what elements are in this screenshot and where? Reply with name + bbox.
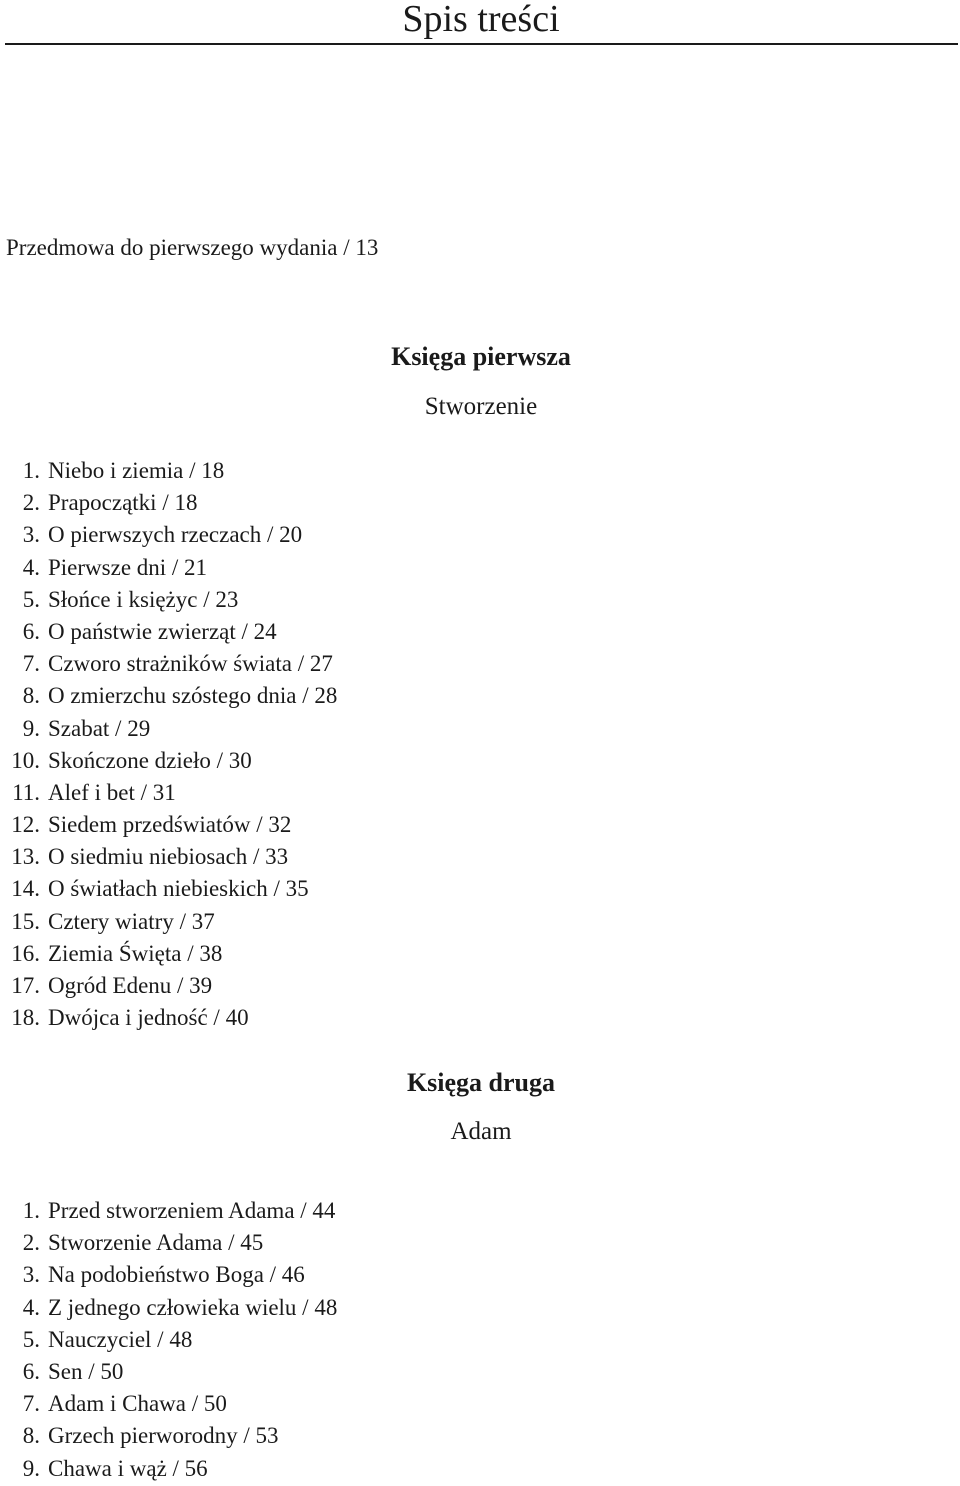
chapter-number: 9. [22, 715, 40, 741]
chapter-title-and-page: Na podobieństwo Boga / 46 [48, 1262, 305, 1288]
book-two-subtitle: Adam [450, 1118, 512, 1145]
chapter-number: 4. [22, 554, 40, 580]
chapter-number: 14. [11, 876, 40, 902]
chapter-title-and-page: O światłach niebieskich / 35 [48, 876, 309, 902]
chapter-title-and-page: Skończone dzieło / 30 [48, 747, 252, 773]
chapter-number: 15. [11, 908, 40, 934]
chapter-number: 11. [12, 779, 40, 805]
chapter-number: 9. [22, 1455, 40, 1481]
page-title: Spis treści [402, 0, 560, 40]
chapter-number: 5. [22, 586, 40, 612]
chapter-title-and-page: Chawa i wąż / 56 [48, 1455, 208, 1481]
chapter-number: 5. [22, 1326, 40, 1352]
chapter-number: 17. [11, 973, 40, 998]
title-divider [5, 43, 958, 45]
chapter-title-and-page: Szabat / 29 [48, 715, 151, 741]
chapter-number: 8. [22, 1423, 40, 1449]
book-two-heading: Księga druga [406, 1068, 556, 1097]
chapter-title-and-page: Grzech pierworodny / 53 [48, 1423, 279, 1449]
chapter-title-and-page: Czworo strażników świata / 27 [48, 651, 333, 677]
chapter-title-and-page: Sen / 50 [48, 1358, 124, 1384]
chapter-number: 8. [22, 683, 40, 709]
chapter-title-and-page: Słońce i księżyc / 23 [48, 586, 239, 612]
chapter-title-and-page: Ziemia Święta / 38 [48, 940, 223, 966]
chapter-title-and-page: Cztery wiatry / 37 [48, 908, 215, 934]
book-one-subtitle: Stworzenie [424, 393, 538, 420]
chapter-number: 7. [22, 651, 40, 677]
chapter-number: 12. [11, 812, 40, 838]
chapter-title-and-page: Adam i Chawa / 50 [48, 1391, 227, 1417]
chapter-number: 3. [22, 522, 40, 548]
chapter-number: 1. [22, 458, 40, 483]
chapter-title-and-page: Z jednego człowieka wielu / 48 [48, 1294, 338, 1320]
chapter-title-and-page: Ogród Edenu / 39 [48, 973, 213, 998]
chapter-number: 13. [11, 844, 40, 870]
chapter-title-and-page: Przed stworzeniem Adama / 44 [48, 1198, 336, 1223]
chapter-title-and-page: O państwie zwierząt / 24 [48, 618, 277, 644]
chapter-number: 6. [22, 1358, 40, 1384]
chapter-title-and-page: Nauczyciel / 48 [48, 1326, 193, 1352]
chapter-title-and-page: O pierwszych rzeczach / 20 [48, 522, 303, 548]
chapter-number: 2. [22, 490, 40, 516]
chapter-title-and-page: O zmierzchu szóstego dnia / 28 [48, 683, 338, 709]
chapter-title-and-page: Niebo i ziemia / 18 [48, 458, 225, 483]
chapter-number: 10. [11, 747, 40, 773]
chapter-title-and-page: Stworzenie Adama / 45 [48, 1230, 264, 1256]
preface-entry[interactable]: Przedmowa do pierwszego wydania / 13 [6, 235, 379, 260]
chapter-number: 3. [22, 1262, 40, 1288]
book-one-heading: Księga pierwsza [391, 342, 571, 371]
chapter-title-and-page: O siedmiu niebiosach / 33 [48, 844, 289, 870]
chapter-title-and-page: Siedem przedświatów / 32 [48, 812, 292, 838]
chapter-title-and-page: Prapoczątki / 18 [48, 490, 198, 516]
chapter-title-and-page: Dwójca i jedność / 40 [48, 1005, 249, 1031]
chapter-number: 16. [11, 940, 40, 966]
chapter-number: 4. [22, 1294, 40, 1320]
chapter-number: 1. [22, 1198, 40, 1223]
chapter-number: 2. [22, 1230, 40, 1256]
chapter-number: 18. [11, 1005, 40, 1031]
chapter-number: 6. [22, 618, 40, 644]
chapter-number: 7. [22, 1391, 40, 1417]
chapter-title-and-page: Pierwsze dni / 21 [48, 554, 208, 580]
chapter-title-and-page: Alef i bet / 31 [48, 779, 176, 805]
